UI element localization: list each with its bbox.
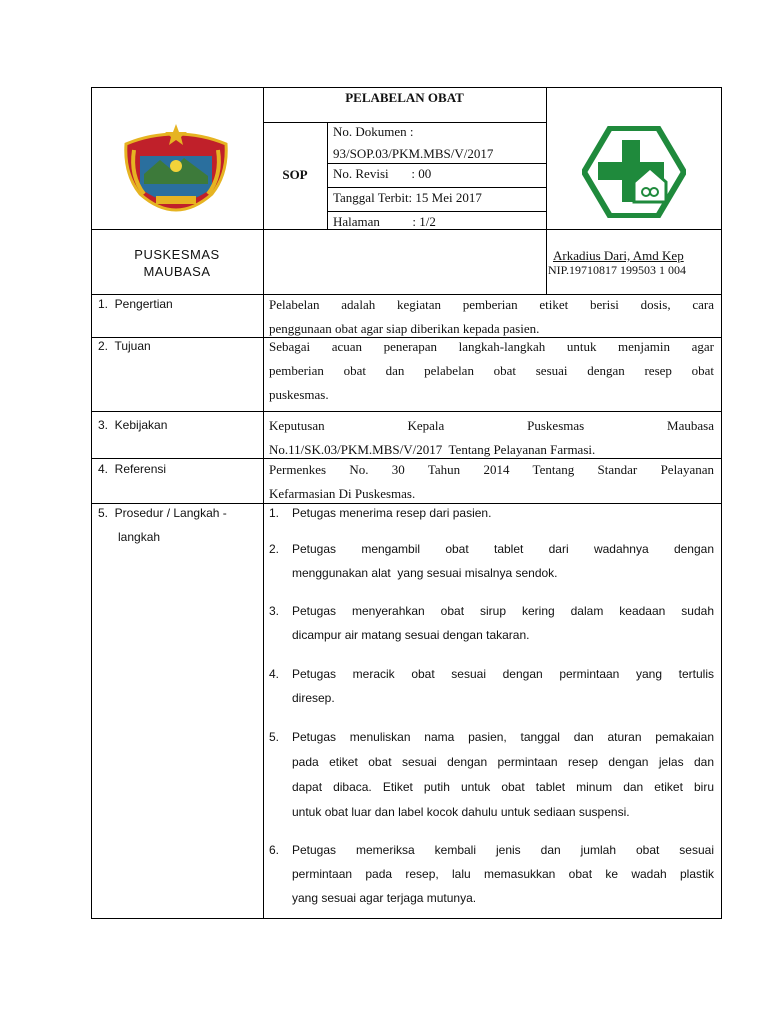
table-border-bottom <box>91 918 722 919</box>
row-divider-3 <box>91 458 722 459</box>
org-name-line-2: MAUBASA <box>143 264 211 279</box>
section-text-pengertian <box>269 298 714 335</box>
no-revisi: No. Revisi : 00 <box>333 166 432 181</box>
step-text <box>292 844 714 904</box>
meta-divider-2 <box>327 187 546 188</box>
step-text <box>292 668 714 704</box>
step-number: 4. <box>269 667 280 681</box>
section-label-referensi: 4. Referensi <box>98 462 167 476</box>
text-line: puskesmas. <box>269 387 329 402</box>
no-dokumen-label: No. Dokumen : <box>333 124 414 139</box>
tanggal-terbit: Tanggal Terbit: 15 Mei 2017 <box>333 190 482 205</box>
text-line: Petugas memeriksa kembali jenis dan jumlah obat sesuai <box>292 843 714 857</box>
section-text-referensi <box>269 463 714 500</box>
header-bottom-divider <box>91 294 722 295</box>
section-label-prosedur: 5. Prosedur / Langkah - <box>98 506 227 520</box>
puskesmas-logo <box>582 126 686 218</box>
text-line: Pelabelan adalah kegiatan pemberian etiket berisi dosis, cara <box>269 297 714 312</box>
puskesmas-cross-icon <box>582 126 686 218</box>
text-line: permintaan pada resep, lalu memasukkan obat ke wadah plastik <box>292 867 714 881</box>
sop-label: SOP <box>282 167 308 182</box>
step-number: 6. <box>269 843 280 857</box>
table-border-top <box>91 87 722 88</box>
text-line: Petugas meracik obat sesuai dengan permintaan yang tertulis <box>292 667 714 681</box>
section-label-tujuan: 2. Tujuan <box>98 339 151 353</box>
text-line: pemberian obat dan pelabelan obat sesuai dengan resep obat <box>269 363 714 378</box>
section-label-kebijakan: 3. Kebijakan <box>98 418 168 432</box>
text-line: dapat dibaca. Etiket putih untuk obat tablet minum dan etiket biru <box>292 780 714 794</box>
step-text <box>292 605 714 641</box>
signer-nip: NIP.19710817 199503 1 004 <box>548 263 687 277</box>
meta-divider-1 <box>327 163 546 164</box>
text-line: menggunakan alat yang sesuai misalnya sendok. <box>292 566 558 580</box>
no-dokumen-value: 93/SOP.03/PKM.MBS/V/2017 <box>333 146 494 161</box>
text-line: Sebagai acuan penerapan langkah-langkah untuk menjamin agar <box>269 339 714 354</box>
text-line: Keputusan Kepala Puskesmas Maubasa <box>269 418 714 433</box>
emblem-icon <box>120 122 232 212</box>
text-line: pada etiket obat sesuai dengan permintaan resep dengan jelas dan <box>292 755 714 769</box>
text-line: Petugas menerima resep dari pasien. <box>292 506 492 520</box>
text-line: diresep. <box>292 691 335 705</box>
step-number: 1. <box>269 506 280 520</box>
halaman: Halaman : 1/2 <box>333 214 436 229</box>
title-divider <box>263 122 546 123</box>
text-line: yang sesuai agar terjaga mutunya. <box>292 891 477 905</box>
text-line: dicampur air matang sesuai dengan takaran. <box>292 628 530 642</box>
sop-divider <box>327 122 328 229</box>
body-column-divider <box>263 294 264 919</box>
step-number: 3. <box>269 604 280 618</box>
header-divider-right-lower <box>546 230 547 294</box>
section-text-tujuan <box>269 340 714 401</box>
text-line: Permenkes No. 30 Tahun 2014 Tentang Standar Pelayanan <box>269 462 714 477</box>
document-title: PELABELAN OBAT <box>345 90 464 105</box>
signer-name: Arkadius Dari, Amd Kep <box>553 248 684 263</box>
meta-divider-3 <box>327 211 546 212</box>
step-text <box>292 507 714 519</box>
text-line: penggunaan obat agar siap diberikan kepada pasien. <box>269 321 540 336</box>
header-row-divider <box>91 229 722 230</box>
org-name-line-1: PUSKESMAS <box>134 247 220 262</box>
step-number: 5. <box>269 730 280 744</box>
text-line: Petugas mengambil obat tablet dari wadahnya dengan <box>292 542 714 556</box>
text-line: Petugas menyerahkan obat sirup kering dalam keadaan sudah <box>292 604 714 618</box>
header-divider-right <box>546 87 547 229</box>
step-number: 2. <box>269 542 280 556</box>
text-line: Kefarmasian Di Puskesmas. <box>269 486 416 501</box>
regional-emblem-logo <box>120 122 232 212</box>
row-divider-1 <box>91 337 722 338</box>
text-line: Petugas menuliskan nama pasien, tanggal dan aturan pemakaian <box>292 730 714 744</box>
text-line: No.11/SK.03/PKM.MBS/V/2017 Tentang Pelayanan Farmasi. <box>269 442 596 457</box>
section-label-prosedur-line2: langkah <box>118 530 161 544</box>
section-text-kebijakan <box>269 419 714 456</box>
step-text <box>292 543 714 579</box>
row-divider-4 <box>91 503 722 504</box>
text-line: untuk obat luar dan label kocok dahulu untuk sediaan suspensi. <box>292 805 630 819</box>
header-divider-left <box>263 87 264 294</box>
step-text <box>292 731 714 818</box>
row-divider-2 <box>91 411 722 412</box>
section-label-pengertian: 1. Pengertian <box>98 297 173 311</box>
